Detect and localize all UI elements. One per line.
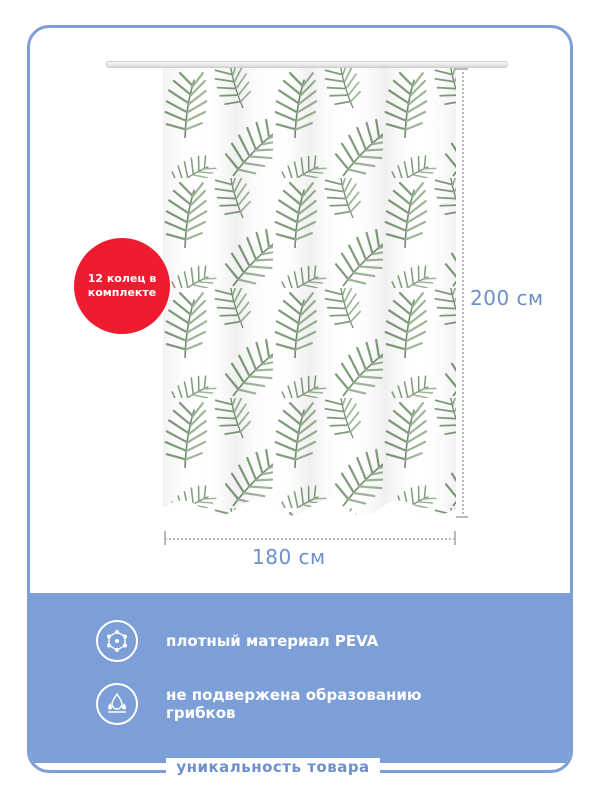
width-label: 180 см: [252, 545, 326, 569]
shower-curtain: [163, 68, 456, 518]
width-dimension-line: [165, 538, 455, 540]
feature-item-material: [96, 620, 378, 662]
badge-text: 12 колец в комплекте: [87, 272, 157, 299]
height-label: 200 см: [470, 286, 544, 310]
feature-text-material: плотный материал PEVA: [166, 632, 379, 650]
footer: [0, 722, 546, 776]
height-dimension-line: [462, 68, 464, 518]
width-tick-right: [454, 531, 456, 545]
feature-text-mold: не подвержена образованию грибков: [166, 686, 422, 722]
width-tick-left: [164, 531, 166, 545]
rings-badge: [74, 238, 170, 334]
water-drops-icon: [96, 683, 138, 725]
footer-label: уникальность товара: [166, 758, 379, 776]
height-tick-bottom: [456, 516, 468, 518]
molecule-icon: [96, 620, 138, 662]
product-card: [27, 25, 573, 773]
curtain-rod: [106, 61, 508, 68]
feature-item-mold: [96, 683, 476, 725]
product-illustration: [30, 28, 570, 593]
height-tick-top: [456, 68, 468, 70]
footer-caption: [0, 757, 546, 776]
